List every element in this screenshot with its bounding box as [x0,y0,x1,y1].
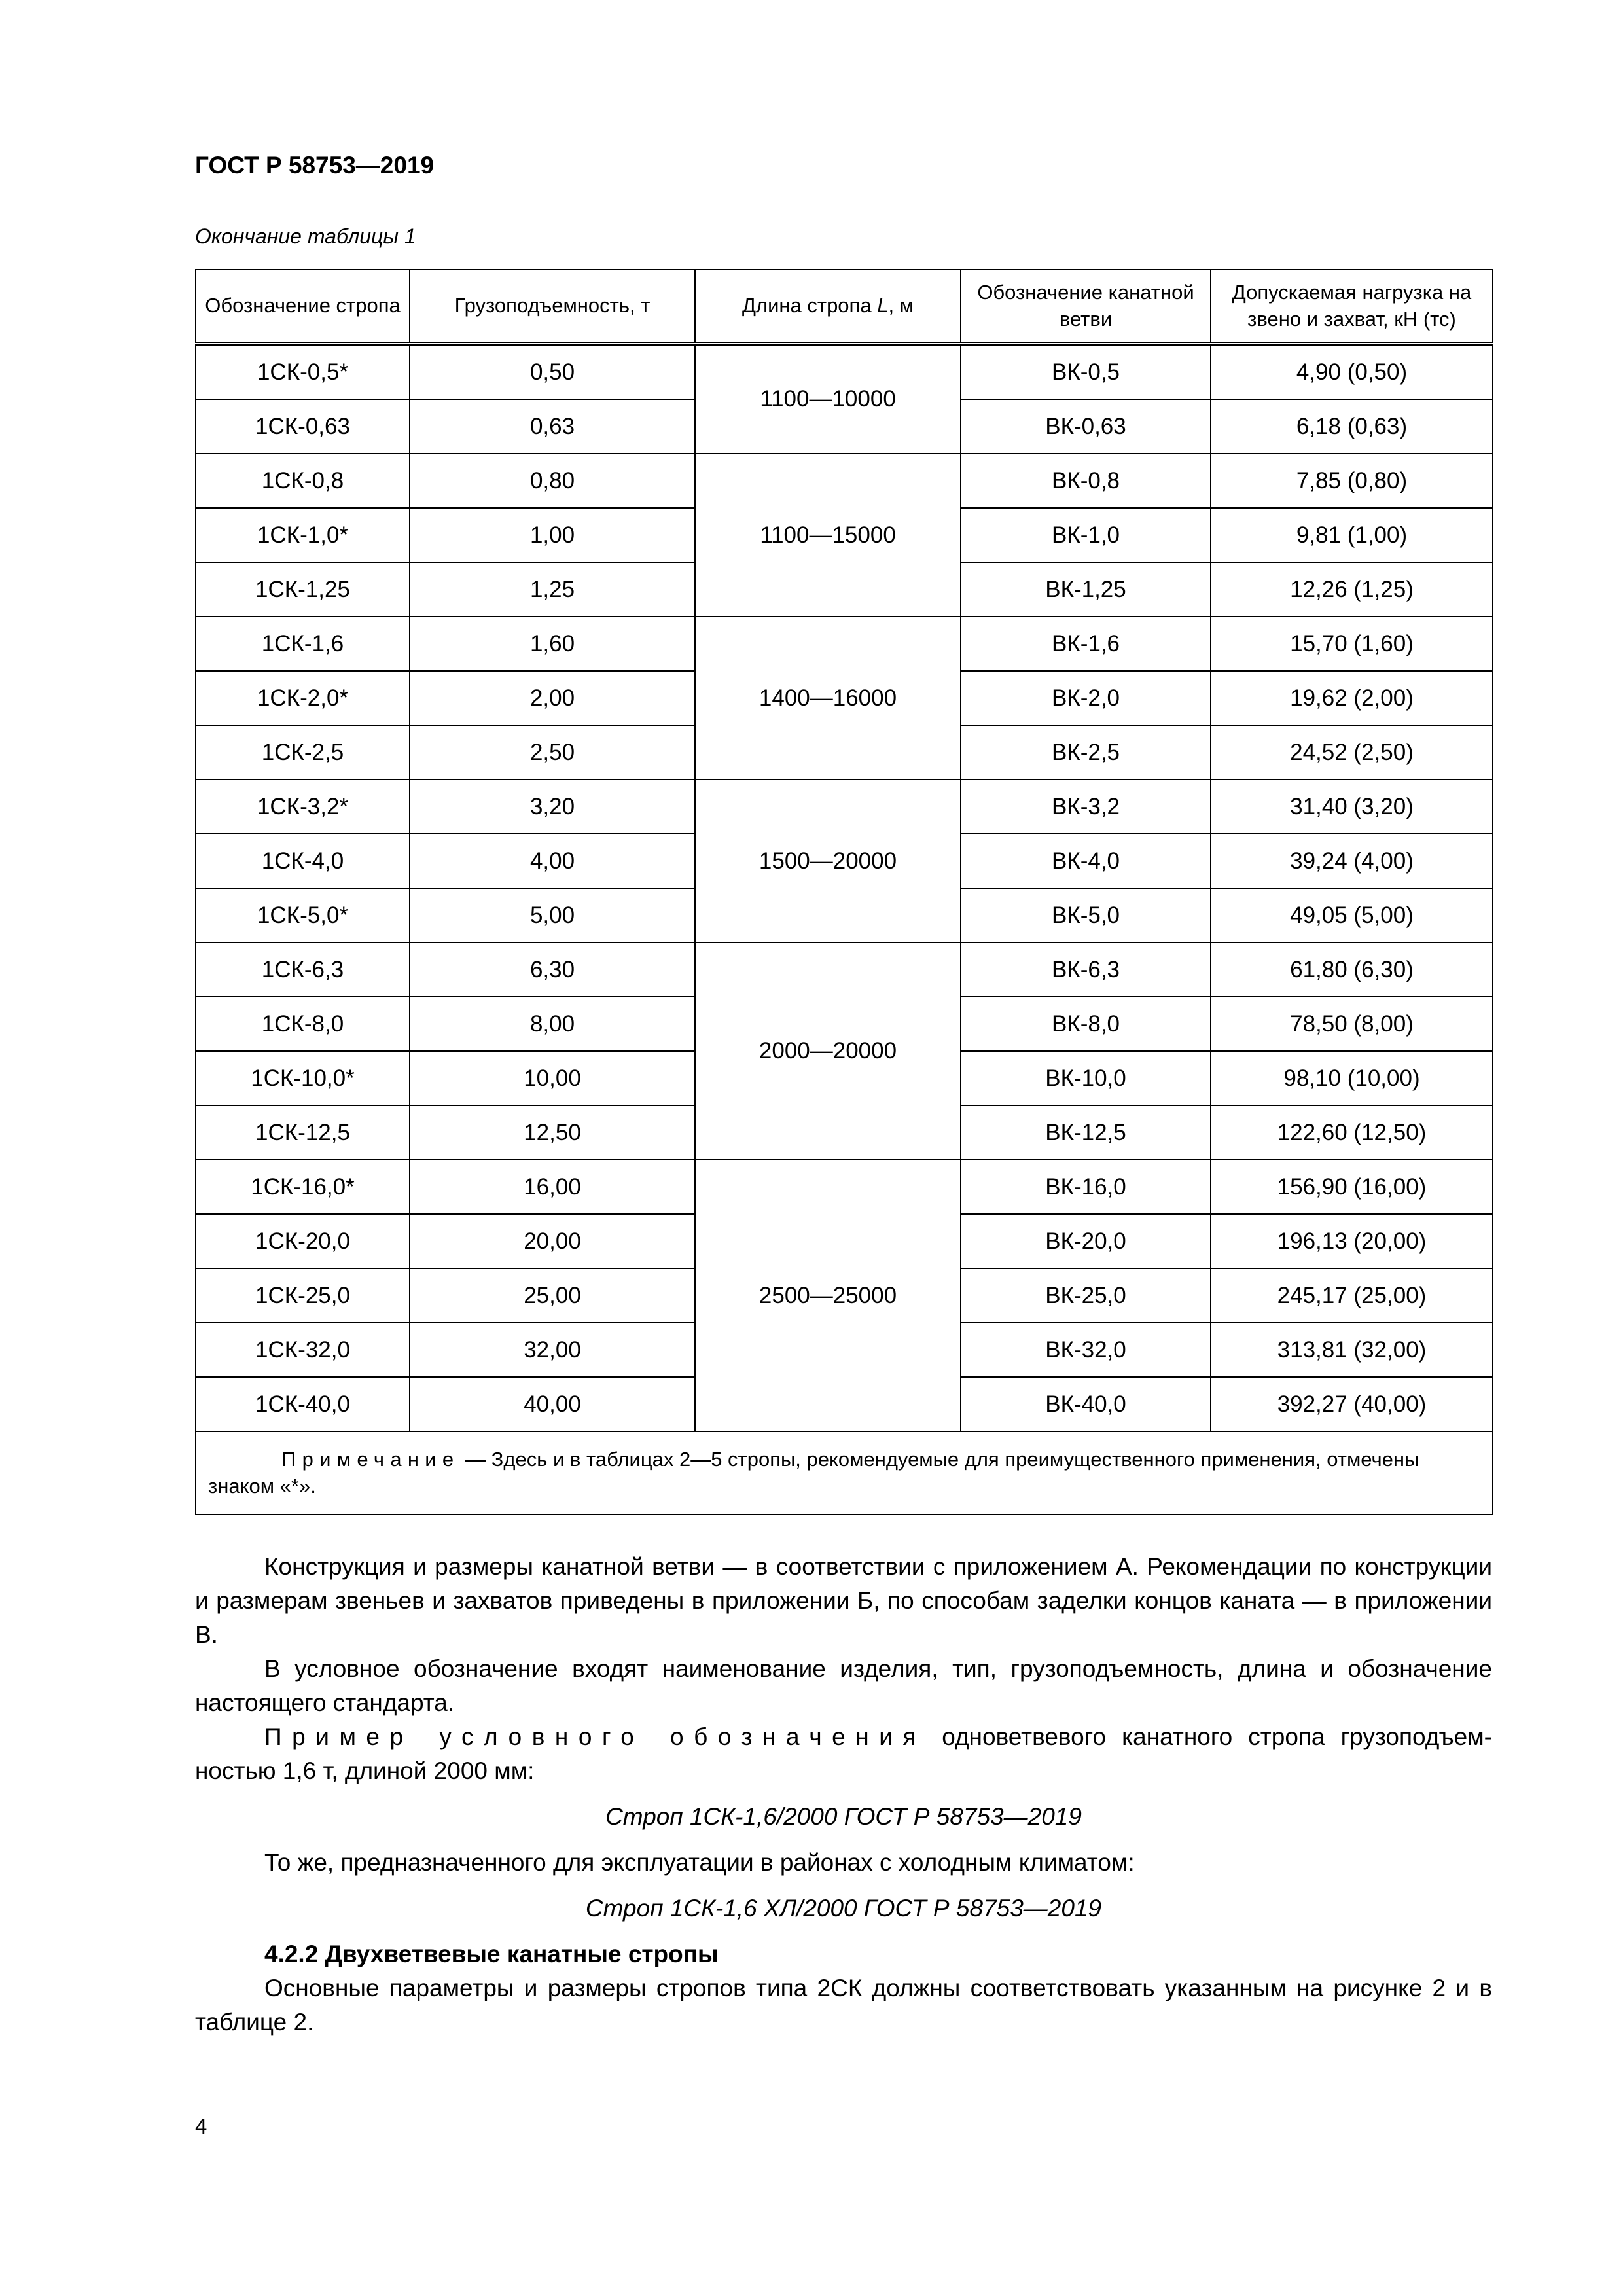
header-branch: Обозначение канатной ветви [961,270,1211,344]
slings-table [195,269,1493,1515]
table-row [196,942,1493,997]
cell-designation: 1СК-12,5 [196,1105,410,1160]
table-row [196,344,1493,399]
cell-designation: 1СК-10,0* [196,1051,410,1105]
cell-capacity: 20,00 [410,1214,695,1268]
cell-load: 245,17 (25,00) [1211,1268,1493,1323]
cell-capacity: 1,60 [410,617,695,671]
cell-load: 156,90 (16,00) [1211,1160,1493,1214]
cell-length-range: 1400—16000 [695,617,961,780]
cell-designation: 1СК-2,5 [196,725,410,780]
cell-length-range: 1100—10000 [695,344,961,454]
cell-capacity: 0,63 [410,399,695,454]
cell-load: 12,26 (1,25) [1211,562,1493,617]
cell-load: 4,90 (0,50) [1211,344,1493,399]
example-designation-2: Строп 1СК-1,6 ХЛ/2000 ГОСТ Р 58753—2019 [585,1895,1102,1922]
cell-designation: 1СК-3,2* [196,780,410,834]
cell-capacity: 4,00 [410,834,695,888]
cell-designation: 1СК-0,5* [196,344,410,399]
cell-capacity: 5,00 [410,888,695,942]
cell-branch: ВК-1,6 [961,617,1211,671]
table-row [196,454,1493,508]
cell-capacity: 6,30 [410,942,695,997]
header-length: Длина стропа L, м [695,270,961,344]
cell-branch: ВК-20,0 [961,1214,1211,1268]
cell-load: 6,18 (0,63) [1211,399,1493,454]
cell-branch: ВК-8,0 [961,997,1211,1051]
cell-branch: ВК-25,0 [961,1268,1211,1323]
cell-branch: ВК-4,0 [961,834,1211,888]
cell-designation: 1СК-16,0* [196,1160,410,1214]
cell-designation: 1СК-4,0 [196,834,410,888]
cell-load: 49,05 (5,00) [1211,888,1493,942]
paragraph-construction: Конструкция и размеры канатной ветви — в соответствии с приложением А. Рекомендации по конструкции и размерам звеньев и захватов приведены в приложении Б, по способам заделки концов каната — в приложении В. [195,1553,1492,1648]
cell-load: 61,80 (6,30) [1211,942,1493,997]
cell-load: 31,40 (3,20) [1211,780,1493,834]
cell-branch: ВК-1,25 [961,562,1211,617]
cell-branch: ВК-2,5 [961,725,1211,780]
cell-branch: ВК-6,3 [961,942,1211,997]
cell-designation: 1СК-40,0 [196,1377,410,1431]
cell-branch: ВК-0,63 [961,399,1211,454]
cell-load: 196,13 (20,00) [1211,1214,1493,1268]
cell-capacity: 0,80 [410,454,695,508]
cell-branch: ВК-10,0 [961,1051,1211,1105]
body-text [195,1550,1492,2039]
cell-load: 78,50 (8,00) [1211,997,1493,1051]
cell-load: 392,27 (40,00) [1211,1377,1493,1431]
cell-length-range: 1500—20000 [695,780,961,942]
cell-capacity: 3,20 [410,780,695,834]
cell-branch: ВК-16,0 [961,1160,1211,1214]
table-row [196,1160,1493,1214]
cell-length-range: 1100—15000 [695,454,961,617]
cell-length-range: 2000—20000 [695,942,961,1160]
cell-capacity: 2,00 [410,671,695,725]
document-page [195,0,1492,2296]
table-caption: Окончание таблицы 1 [195,224,416,248]
cell-load: 39,24 (4,00) [1211,834,1493,888]
table-header-row [196,270,1493,344]
note-label: Примечание [281,1448,460,1471]
cell-branch: ВК-0,5 [961,344,1211,399]
cell-designation: 1СК-0,63 [196,399,410,454]
cell-branch: ВК-32,0 [961,1323,1211,1377]
cell-branch: ВК-5,0 [961,888,1211,942]
cell-load: 98,10 (10,00) [1211,1051,1493,1105]
cell-load: 9,81 (1,00) [1211,508,1493,562]
cell-branch: ВК-2,0 [961,671,1211,725]
cell-designation: 1СК-6,3 [196,942,410,997]
cell-branch: ВК-40,0 [961,1377,1211,1431]
example-text: одноветвевого канатного стропа грузоподъемностью 1,6 т, длиной 2000 мм: [195,1723,1492,1784]
table-body [196,344,1493,1431]
cell-designation: 1СК-1,6 [196,617,410,671]
cell-capacity: 1,00 [410,508,695,562]
cell-capacity: 8,00 [410,997,695,1051]
table-note [196,1431,1493,1515]
cell-branch: ВК-1,0 [961,508,1211,562]
cell-capacity: 32,00 [410,1323,695,1377]
cell-load: 19,62 (2,00) [1211,671,1493,725]
cell-designation: 1СК-2,0* [196,671,410,725]
cell-capacity: 10,00 [410,1051,695,1105]
cell-load: 24,52 (2,50) [1211,725,1493,780]
cell-designation: 1СК-25,0 [196,1268,410,1323]
note-row [196,1431,1493,1515]
cell-capacity: 16,00 [410,1160,695,1214]
cell-capacity: 1,25 [410,562,695,617]
header-load: Допускаемая нагрузка на звено и захват, кН (тс) [1211,270,1493,344]
example-designation-1: Строп 1СК-1,6/2000 ГОСТ Р 58753—2019 [605,1803,1082,1830]
page-number: 4 [195,2114,207,2138]
cell-branch: ВК-12,5 [961,1105,1211,1160]
cell-load: 122,60 (12,50) [1211,1105,1493,1160]
document-header: ГОСТ Р 58753—2019 [195,152,435,179]
cell-designation: 1СК-32,0 [196,1323,410,1377]
cell-length-range: 2500—25000 [695,1160,961,1431]
cell-branch: ВК-3,2 [961,780,1211,834]
cell-capacity: 25,00 [410,1268,695,1323]
cell-designation: 1СК-1,0* [196,508,410,562]
cell-capacity: 12,50 [410,1105,695,1160]
section-heading: 4.2.2 Двухветвевые канатные стропы [264,1941,719,1967]
cell-capacity: 0,50 [410,344,695,399]
paragraph-example [195,1720,1492,1788]
note-text: — Здесь и в таблицах 2—5 стропы, рекомендуемые для преимущественного применения, отмечены знаком «*». [208,1448,1419,1498]
paragraph-cold-climate: То же, предназначенного для эксплуатации в районах с холодным климатом: [264,1849,1135,1876]
cell-designation: 1СК-0,8 [196,454,410,508]
cell-branch: ВК-0,8 [961,454,1211,508]
table-row [196,780,1493,834]
cell-designation: 1СК-1,25 [196,562,410,617]
cell-capacity: 40,00 [410,1377,695,1431]
cell-capacity: 2,50 [410,725,695,780]
example-label: Пример условного обозначения [264,1723,927,1750]
cell-load: 15,70 (1,60) [1211,617,1493,671]
cell-load: 7,85 (0,80) [1211,454,1493,508]
cell-designation: 1СК-20,0 [196,1214,410,1268]
header-designation: Обозначение стропа [196,270,410,344]
cell-load: 313,81 (32,00) [1211,1323,1493,1377]
header-capacity: Грузоподъемность, т [410,270,695,344]
paragraph-designation: В условное обозначение входят наименование изделия, тип, грузоподъемность, длина и обозначение настоящего стандарта. [195,1655,1492,1716]
table-row [196,617,1493,671]
cell-designation: 1СК-8,0 [196,997,410,1051]
cell-designation: 1СК-5,0* [196,888,410,942]
paragraph-two-branch: Основные параметры и размеры стропов типа 2СК должны соответствовать указанным на рисунке 2 и в таблице 2. [195,1975,1492,2036]
